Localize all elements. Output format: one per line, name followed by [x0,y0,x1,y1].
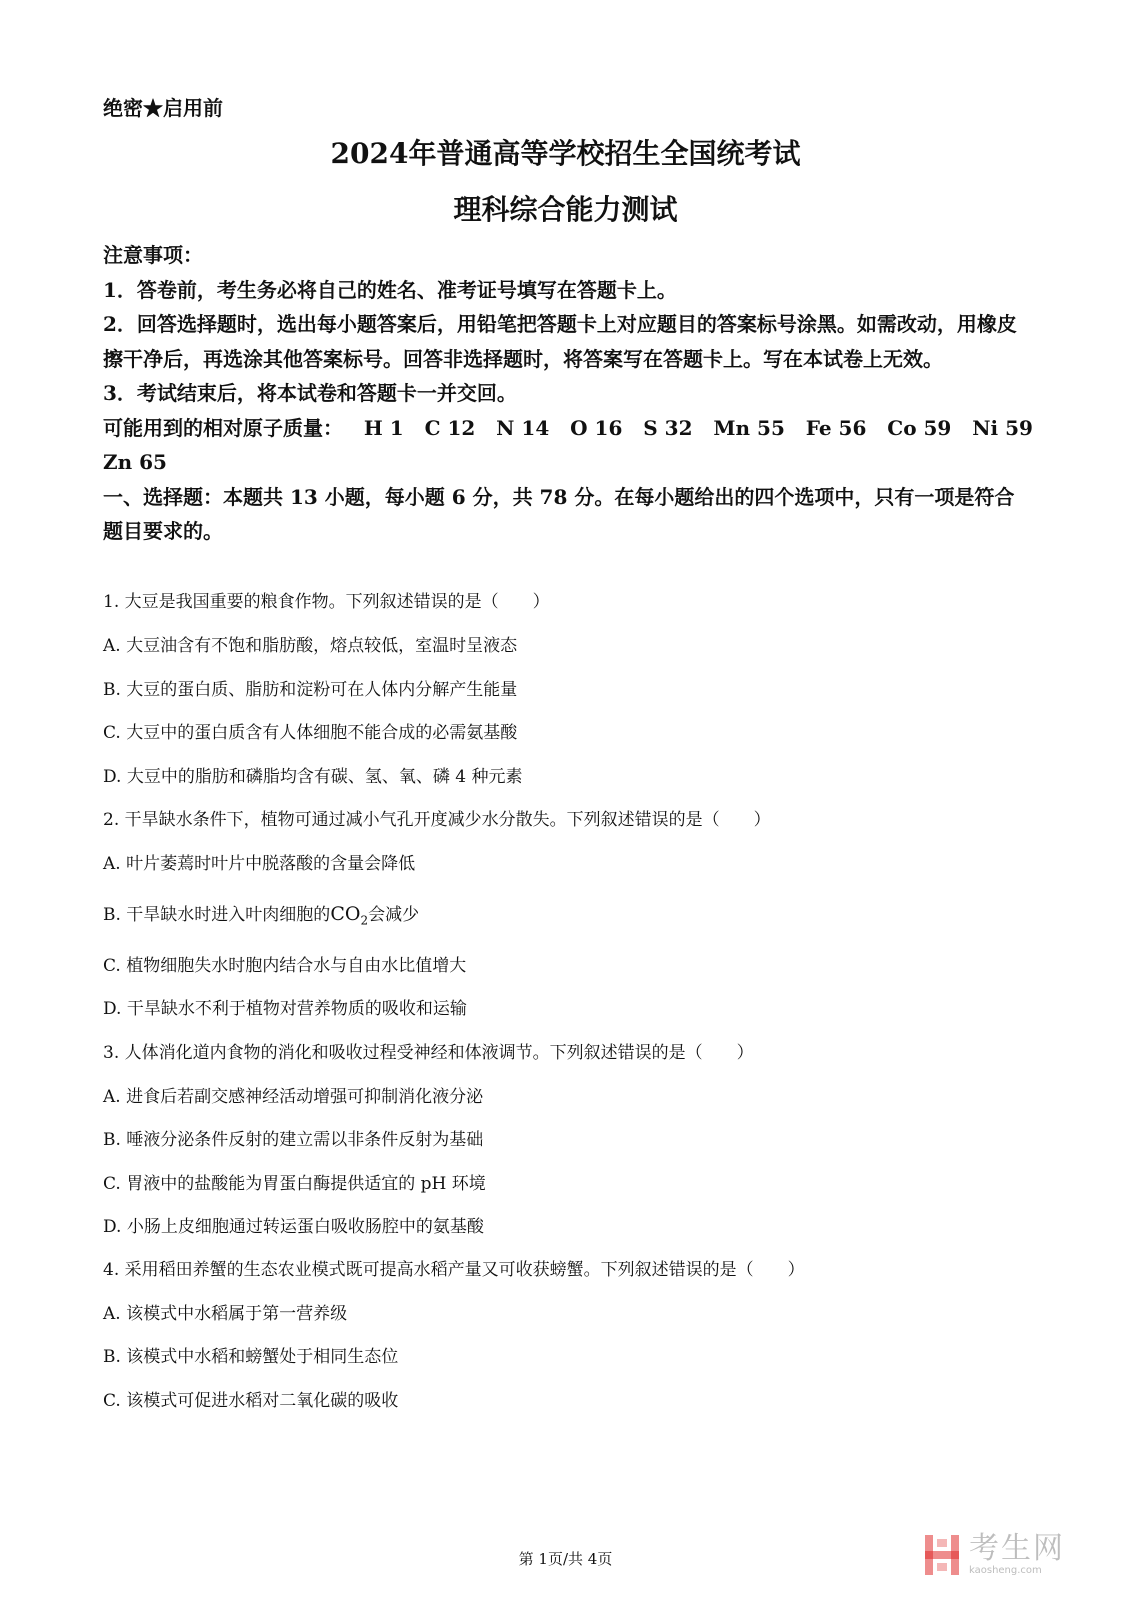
exam-subtitle: 理科综合能力测试 [453,193,678,226]
atomic-mass-item: C 12 [424,415,476,440]
question-3-option-c: C. 胃液中的盐酸能为胃蛋白酶提供适宜的 pH 环境 [103,1174,486,1194]
question-4-stem: 4. 采用稻田养蟹的生态农业模式既可提高水稻产量又可收获螃蟹。下列叙述错误的是（ ） [103,1260,805,1280]
question-2-option-a: A. 叶片萎蔫时叶片中脱落酸的含量会降低 [103,854,416,874]
exam-title: 2024年普通高等学校招生全国统考试 [330,137,801,170]
question-3-option-a: A. 进食后若副交感神经活动增强可抑制消化液分泌 [103,1087,484,1107]
atomic-mass-item: Mn 55 [713,415,785,440]
question-4-option-a: A. 该模式中水稻属于第一营养级 [103,1304,348,1324]
notes-heading: 注意事项： [103,243,203,267]
question-3-option-d: D. 小肠上皮细胞通过转运蛋白吸收肠腔中的氨基酸 [103,1217,484,1237]
question-1-option-b: B. 大豆的蛋白质、脂肪和淀粉可在人体内分解产生能量 [103,680,518,700]
question-3-stem: 3. 人体消化道内食物的消化和吸收过程受神经和体液调节。下列叙述错误的是（ ） [103,1043,754,1063]
question-2-option-c: C. 植物细胞失水时胞内结合水与自由水比值增大 [103,956,467,976]
atomic-mass-item: Zn 65 [103,450,167,474]
question-4-option-c: C. 该模式可促进水稻对二氧化碳的吸收 [103,1391,399,1411]
question-2-stem: 2. 干旱缺水条件下，植物可通过减小气孔开度减少水分散失。下列叙述错误的是（ ） [103,810,771,830]
section-instructions: 一、选择题：本题共 13 小题，每小题 6 分，共 78 分。在每小题给出的四个选项中，只有一项是符合题目要求的。 [103,484,1015,543]
notes-item-3: 3．考试结束后，将本试卷和答题卡一并交回。 [103,381,517,405]
atomic-mass-item: H 1 [363,415,404,440]
question-1-stem: 1. 大豆是我国重要的粮食作物。下列叙述错误的是（ ） [103,592,550,612]
atomic-mass-item: Ni 59 [972,415,1033,440]
question-2-option-b [103,902,1043,932]
watermark [925,1531,1065,1576]
option-text-end: 会减少 [368,905,420,925]
co2-formula: CO [330,903,361,925]
atomic-mass-item: Co 59 [887,415,952,440]
atomic-mass-item: Fe 56 [805,415,867,440]
atomic-mass-item: N 14 [496,415,550,440]
question-1-option-c: C. 大豆中的蛋白质含有人体细胞不能合成的必需氨基酸 [103,723,518,743]
question-3-option-b: B. 唾液分泌条件反射的建立需以非条件反射为基础 [103,1130,484,1150]
watermark-name: 考生网 [969,1531,1065,1566]
co2-subscript: 2 [360,913,369,928]
question-1-option-a: A. 大豆油含有不饱和脂肪酸，熔点较低，室温时呈液态 [103,636,518,656]
atomic-mass-item: S 32 [643,415,693,440]
atomic-mass-line [103,411,1033,446]
notes-section [103,238,1033,549]
notes-item-1: 1．答卷前，考生务必将自己的姓名、准考证号填写在答题卡上。 [103,277,677,302]
page-number: 第 1页/共 4页 [518,1550,613,1568]
atomic-mass-label: 可能用到的相对原子质量： [103,415,343,440]
watermark-url: kaosheng.com [969,1565,1042,1576]
question-1-option-d: D. 大豆中的脂肪和磷脂均含有碳、氢、氧、磷 4 种元素 [103,767,523,787]
question-4-option-b: B. 该模式中水稻和螃蟹处于相同生态位 [103,1347,399,1367]
question-2-option-d: D. 干旱缺水不利于植物对营养物质的吸收和运输 [103,999,467,1019]
notes-item-2: 2．回答选择题时，选出每小题答案后，用铅笔把答题卡上对应题目的答案标号涂黑。如需改动，用橡皮擦干净后，再选涂其他答案标号。回答非选择题时，将答案写在答题卡上。写在本试卷上无效。 [103,312,1017,371]
watermark-logo-icon [925,1535,959,1575]
confidential-mark: 绝密★启用前 [103,96,223,120]
option-text: B. 干旱缺水时进入叶肉细胞的 [103,905,331,925]
atomic-mass-item: O 16 [570,415,623,440]
